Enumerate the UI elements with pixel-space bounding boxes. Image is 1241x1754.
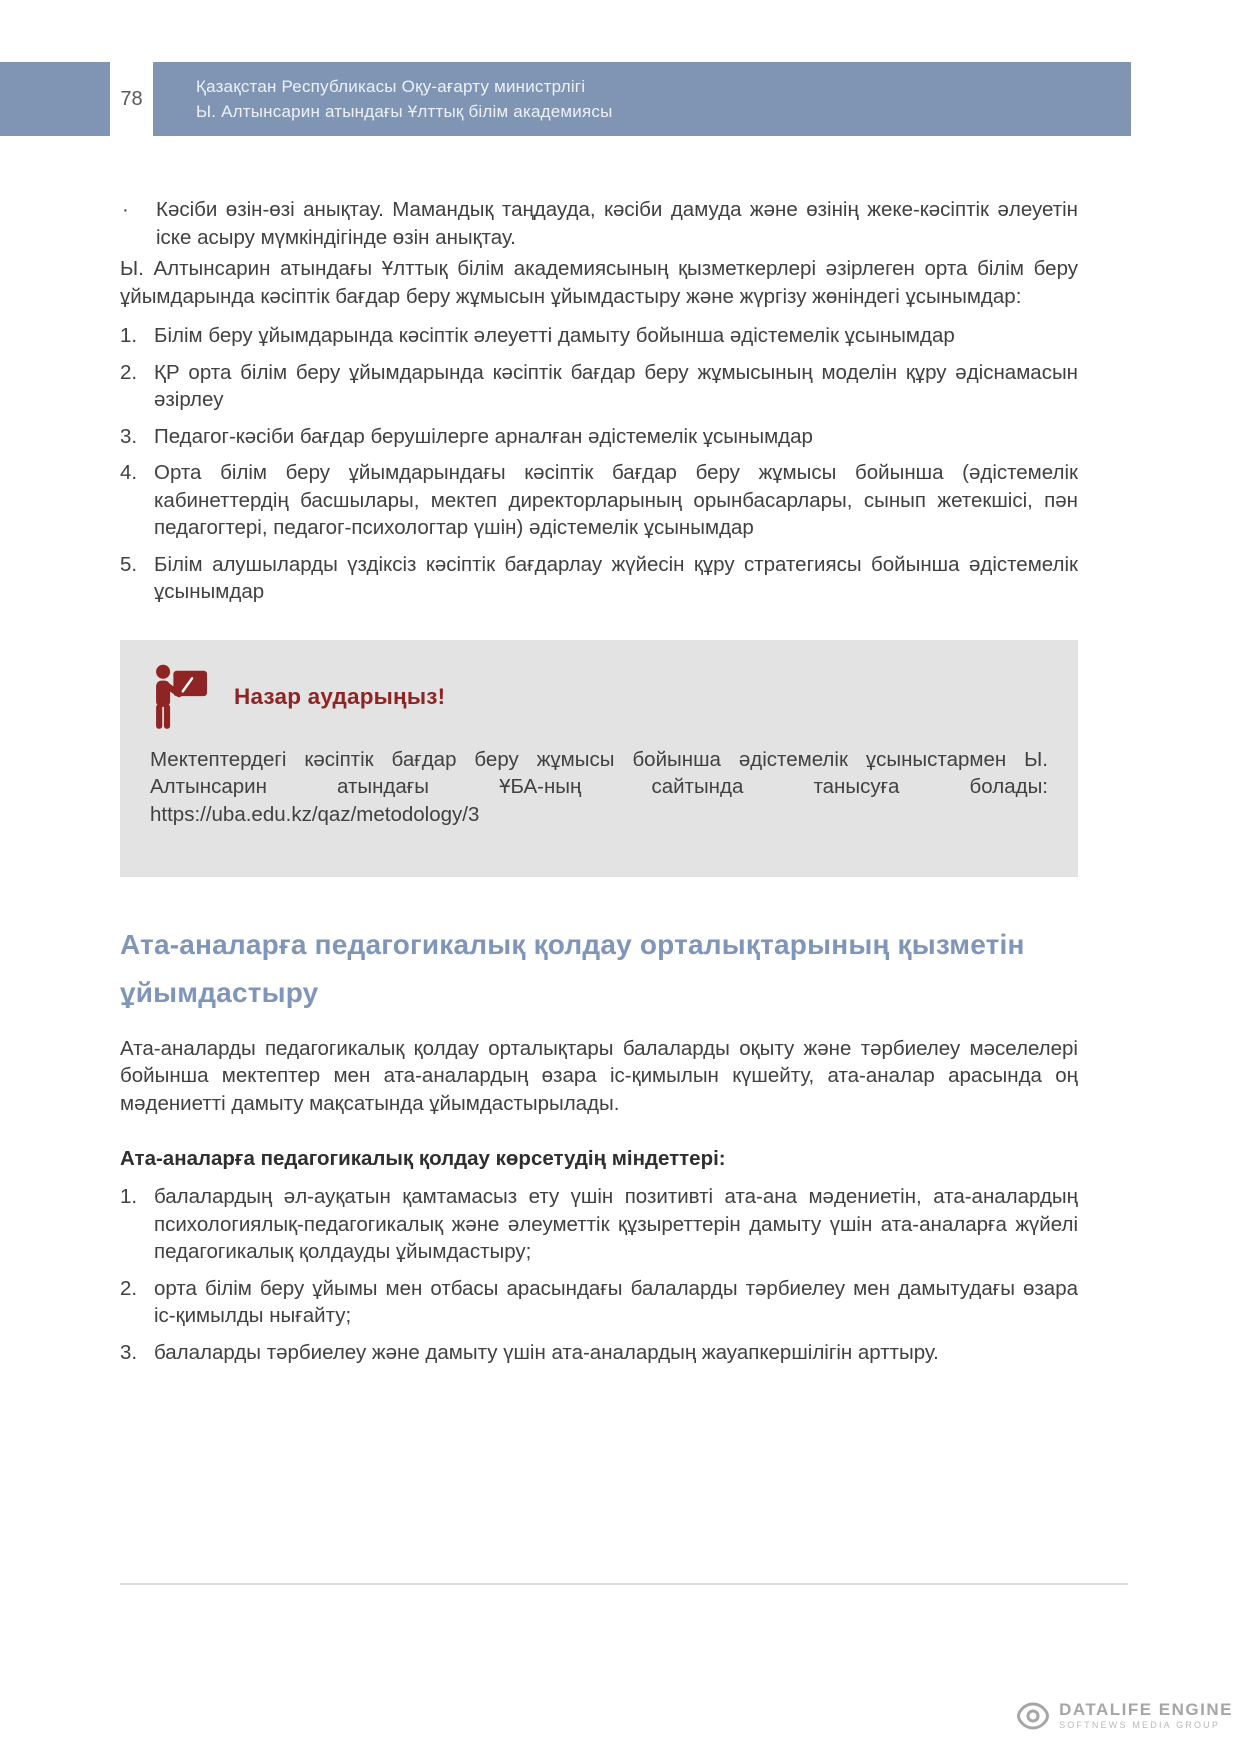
page-content (120, 196, 1078, 1366)
recommendations-list (120, 322, 1078, 606)
attention-callout (120, 640, 1078, 877)
list-item (120, 359, 1078, 414)
bullet-marker: · (122, 198, 129, 221)
logo-subtitle: SOFTNEWS MEDIA GROUP (1059, 1720, 1221, 1730)
tasks-list (120, 1183, 1078, 1366)
list-item-text: Педагог-кәсіби бағдар берушілерге арналған әдістемелік ұсынымдар (154, 424, 813, 448)
list-number: 1. (120, 324, 138, 347)
list-number: 5. (120, 552, 138, 576)
list-item (120, 1339, 1078, 1367)
list-item-text: Білім беру ұйымдарында кәсіптік әлеуетті дамыту бойынша әдістемелік ұсынымдар (154, 324, 955, 347)
lead-paragraph: Ы. Алтынсарин атындағы Ұлттық білім академиясының қызметкерлері әзірлеген орта білім беру ұйымдарында кәсіптік бағдар беру жұмысын ұйымдастыру және жүргізу жөніндегі ұсынымдар: (120, 257, 1078, 308)
list-item-text: орта білім беру ұйымы мен отбасы арасындағы балаларды тәрбиелеу мен дамытудағы өзара іс-қимылды нығайту; (154, 1276, 1078, 1327)
list-item (120, 551, 1078, 606)
section-subheading: Ата-аналарға педагогикалық қолдау көрсетудің міндеттері: (120, 1147, 726, 1170)
eye-icon (1015, 1701, 1051, 1731)
datalife-engine-logo (1015, 1701, 1233, 1731)
page-header (0, 62, 1241, 136)
presenter-at-board-icon (150, 664, 208, 730)
bullet-text: Кәсіби өзін-өзі анықтау. Мамандық таңдауда, кәсіби дамуда және өзінің жеке-кәсіптік әлеуетін іске асыру мүмкіндігінде өзін анықтау. (156, 198, 1078, 249)
list-item-text: балалардың әл-ауқатын қамтамасыз ету үшін позитивті ата-ана мәдениетін, ата-аналардың психологиялық-педагогикалық және әлеуметтік құзыреттерін дамыту үшін ата-аналарға жүйелі педагогикалық қолдауды ұйымдастыру; (154, 1185, 1078, 1263)
header-academy-line: Ы. Алтынсарин атындағы Ұлттық білім академиясы (196, 102, 613, 121)
bullet-item (120, 196, 1078, 251)
list-item (120, 459, 1078, 542)
list-number: 2. (120, 360, 138, 384)
list-item (120, 322, 1078, 350)
list-item (120, 423, 1078, 451)
list-item-text: ҚР орта білім беру ұйымдарында кәсіптік бағдар беру жұмысының моделін құру әдіснамасын әзірлеу (154, 360, 1078, 411)
list-number: 3. (120, 424, 138, 448)
callout-body-text: Мектептердегі кәсіптік бағдар беру жұмысы бойынша әдістемелік ұсыныстармен Ы. Алтынсарин атындағы ҰБА-ның сайтында танысуға болады: https://uba.edu.kz/qaz/metodology/3 (150, 747, 1048, 826)
callout-header (150, 664, 1048, 730)
section-heading: Ата-аналарға педагогикалық қолдау орталықтарының қызметін ұйымдастыру (120, 928, 1025, 1008)
logo-text-block (1059, 1701, 1233, 1731)
list-number: 4. (120, 461, 138, 484)
callout-title: Назар аударыңыз! (234, 683, 446, 709)
bottom-divider (120, 1583, 1128, 1585)
header-ministry-line: Қазақстан Республикасы Оқу-ағарту министрлігі (196, 77, 586, 96)
list-item-text: балаларды тәрбиелеу және дамыту үшін ата-аналардың жауапкершілігін арттыру. (154, 1340, 939, 1364)
logo-title: DATALIFE ENGINE (1059, 1700, 1233, 1719)
list-item (120, 1275, 1078, 1330)
header-left-block (0, 62, 110, 136)
list-item-text: Білім алушыларды үздіксіз кәсіптік бағдарлау жүйесін құру стратегиясы бойынша әдістемелік ұсынымдар (154, 552, 1078, 603)
header-band (153, 62, 1131, 136)
list-number: 1. (120, 1185, 138, 1208)
page-number: 78 (120, 87, 143, 110)
list-number: 2. (120, 1276, 138, 1300)
section-paragraph: Ата-аналарды педагогикалық қолдау орталықтары балаларды оқыту және тәрбиелеу мәселелері бойынша мектептер мен ата-аналардың өзара іс-қимылын күшейту, ата-аналар арасында оң мәдениетті дамыту мақсатында ұйымдастырылады. (120, 1036, 1078, 1115)
list-item-text: Орта білім беру ұйымдарындағы кәсіптік бағдар беру жұмысы бойынша (әдістемелік кабинеттердің басшылары, мектеп директорларының орынбасарлары, сынып жетекшісі, пән педагогтері, педагог-психологтар үшін) әдістемелік ұсынымдар (154, 461, 1078, 539)
list-number: 3. (120, 1340, 138, 1364)
list-item (120, 1183, 1078, 1266)
